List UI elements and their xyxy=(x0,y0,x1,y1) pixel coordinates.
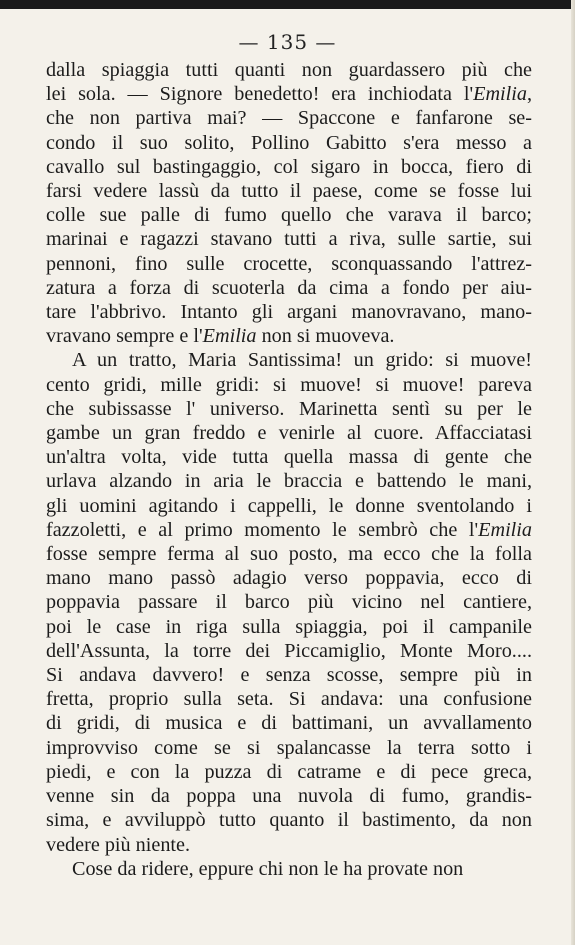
text-line: pennoni, fino sulle crocette, sconquassando l'attrez- xyxy=(46,252,532,275)
text-line: lei sola. — Signore benedetto! era inchiodata l'Emilia, xyxy=(46,83,532,106)
page-number: — 135 — xyxy=(238,30,337,54)
text-line: vedere più niente. xyxy=(46,833,191,856)
paragraph xyxy=(46,58,532,348)
text-line: che non partiva mai? — Spaccone e fanfarone se- xyxy=(46,107,532,130)
text-line: un'altra volta, vide tutta quella massa di gente che xyxy=(46,446,532,469)
text-line: Si andava davvero! e senza scosse, sempre più in xyxy=(46,664,532,687)
text-line: condo il suo solito, Pollino Gabitto s'era messo a xyxy=(46,131,532,154)
text-line: urlava alzando in aria le braccia e battendo le mani, xyxy=(46,470,532,493)
text-line: improvviso come se si spalancasse la terra sotto i xyxy=(46,736,532,759)
text-line: gambe un gran freddo e venirle al cuore. Affacciatasi xyxy=(46,422,532,445)
text-line: dell'Assunta, la torre dei Piccamiglio, Monte Moro.... xyxy=(46,639,532,662)
text-line: A un tratto, Maria Santissima! un grido: si muove! xyxy=(72,349,532,372)
text-line: cavallo sul bastingaggio, col sigaro in bocca, fiero di xyxy=(46,155,532,178)
text-line: farsi vedere lassù da tutto il paese, come se fosse lui xyxy=(46,180,532,203)
text-line: gli uomini agitando i cappelli, le donne sventolando i xyxy=(46,494,532,517)
text-line: fazzoletti, e al primo momento le sembrò che l'Emilia xyxy=(46,518,532,541)
text-line: sima, e avviluppò tutto quanto il bastimento, da non xyxy=(46,809,532,832)
text-line: piedi, e con la puzza di catrame e di pece greca, xyxy=(46,760,532,783)
text-line: dalla spiaggia tutti quanti non guardassero più che xyxy=(46,59,532,81)
text-line: fretta, proprio sulla seta. Si andava: una confusione xyxy=(46,688,532,711)
scan-border-right xyxy=(571,0,575,945)
text-line: marinai e ragazzi stavano tutti a riva, sulle sartie, sui xyxy=(46,228,532,251)
text-line: zatura a forza di scuoterla da cima a fondo per aiu- xyxy=(46,276,532,299)
text-line: poppavia passare il barco più vicino nel cantiere, xyxy=(46,591,532,614)
text-line: colle sue palle di fumo quello che varava il barco; xyxy=(46,204,532,227)
text-line: cento gridi, mille gridi: si muove! si muove! pareva xyxy=(46,373,532,396)
text-line: che subissasse l' universo. Marinetta sentì su per le xyxy=(46,397,532,420)
text-line: fosse sempre ferma al suo posto, ma ecco che la folla xyxy=(46,543,532,566)
scan-border-top xyxy=(0,0,575,9)
text-line: vravano sempre e l'Emilia non si muoveva. xyxy=(46,325,395,348)
text-line: di gridi, di musica e di battimani, un avvallamento xyxy=(46,712,532,735)
text-line: Cose da ridere, eppure chi non le ha provate non xyxy=(72,857,464,880)
paragraph xyxy=(46,348,532,856)
paragraph xyxy=(46,857,532,881)
body-text xyxy=(46,58,532,881)
text-line: venne sin da poppa una nuvola di fumo, grandis- xyxy=(46,785,532,808)
text-line: poi le case in riga sulla spiaggia, poi il campanile xyxy=(46,615,532,638)
text-line: mano mano passò adagio verso poppavia, ecco di xyxy=(46,567,532,590)
text-line: tare l'abbrivo. Intanto gli argani manovravano, mano- xyxy=(46,301,532,324)
